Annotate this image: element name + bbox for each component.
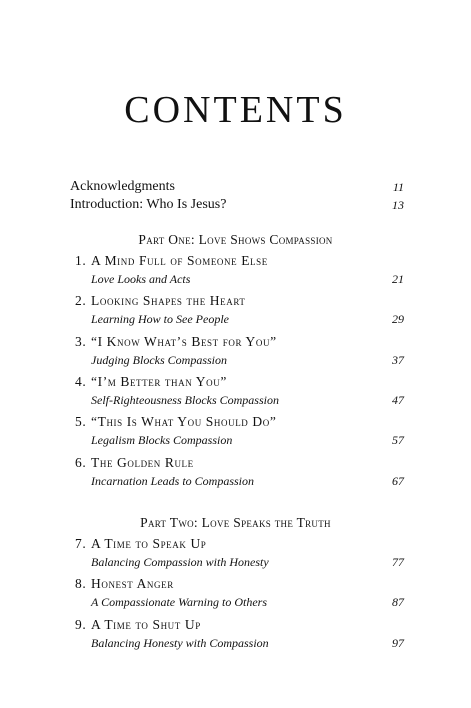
chapter-subtitle: Balancing Compassion with Honesty xyxy=(91,555,269,569)
chapter-title: Looking Shapes the Heart xyxy=(91,293,246,308)
entry-label: Introduction: Who Is Jesus? xyxy=(70,197,227,212)
chapter-title: Honest Anger xyxy=(91,576,174,591)
chapter-subtitle: A Compassionate Warning to Others xyxy=(91,595,268,609)
toc-entry-acknowledgments[interactable] xyxy=(70,178,404,196)
page-number: 11 xyxy=(392,180,404,194)
chapter-number: 8. xyxy=(75,576,87,591)
page-number: 77 xyxy=(392,555,404,569)
toc-chapter[interactable] xyxy=(75,616,404,652)
page-number: 37 xyxy=(392,353,404,367)
chapter-number: 2. xyxy=(75,293,87,308)
entry-label: Acknowledgments xyxy=(70,179,175,194)
chapter-subtitle: Learning How to See People xyxy=(91,312,229,326)
page-number: 21 xyxy=(392,272,404,286)
page-number: 57 xyxy=(392,433,404,447)
chapter-title: A Time to Speak Up xyxy=(91,536,207,551)
chapter-subtitle: Balancing Honesty with Compassion xyxy=(91,636,269,650)
chapter-number: 6. xyxy=(75,455,87,470)
chapter-title: A Mind Full of Someone Else xyxy=(91,253,268,268)
chapter-number: 1. xyxy=(75,253,87,268)
chapter-subtitle: Self-Righteousness Blocks Compassion xyxy=(91,393,279,407)
page-number: 67 xyxy=(392,474,404,488)
toc-chapter[interactable] xyxy=(75,413,404,449)
chapter-number: 9. xyxy=(75,617,87,632)
part-two-heading: Part Two: Love Speaks the Truth xyxy=(140,515,331,530)
toc-chapter[interactable] xyxy=(75,535,404,571)
chapter-title: The Golden Rule xyxy=(91,455,194,470)
page-number: 87 xyxy=(392,595,404,609)
page-number: 13 xyxy=(392,198,404,212)
page-number: 47 xyxy=(392,393,404,407)
chapter-title: “I’m Better than You” xyxy=(91,374,227,389)
toc-chapter[interactable] xyxy=(75,454,404,490)
chapter-subtitle: Judging Blocks Compassion xyxy=(91,353,227,367)
chapter-number: 7. xyxy=(75,536,87,551)
chapter-title: “This Is What You Should Do” xyxy=(91,414,277,429)
page-number: 29 xyxy=(392,312,404,326)
chapter-subtitle: Legalism Blocks Compassion xyxy=(91,433,233,447)
toc-entry-introduction[interactable] xyxy=(70,196,404,214)
chapter-title: “I Know What’s Best for You” xyxy=(91,334,277,349)
toc-chapter[interactable] xyxy=(75,333,404,369)
chapter-subtitle: Incarnation Leads to Compassion xyxy=(91,474,255,488)
chapter-number: 4. xyxy=(75,374,87,389)
chapter-number: 5. xyxy=(75,414,87,429)
toc-chapter[interactable] xyxy=(75,373,404,409)
chapter-subtitle: Love Looks and Acts xyxy=(91,272,191,286)
page-number: 97 xyxy=(392,636,404,650)
chapter-number: 3. xyxy=(75,334,87,349)
chapter-title: A Time to Shut Up xyxy=(91,617,201,632)
toc-chapter[interactable] xyxy=(75,252,404,288)
toc-chapter[interactable] xyxy=(75,292,404,328)
part-one-heading: Part One: Love Shows Compassion xyxy=(138,232,333,247)
front-matter xyxy=(70,178,404,214)
toc-chapter[interactable] xyxy=(75,575,404,611)
page-title: CONTENTS xyxy=(124,89,347,131)
